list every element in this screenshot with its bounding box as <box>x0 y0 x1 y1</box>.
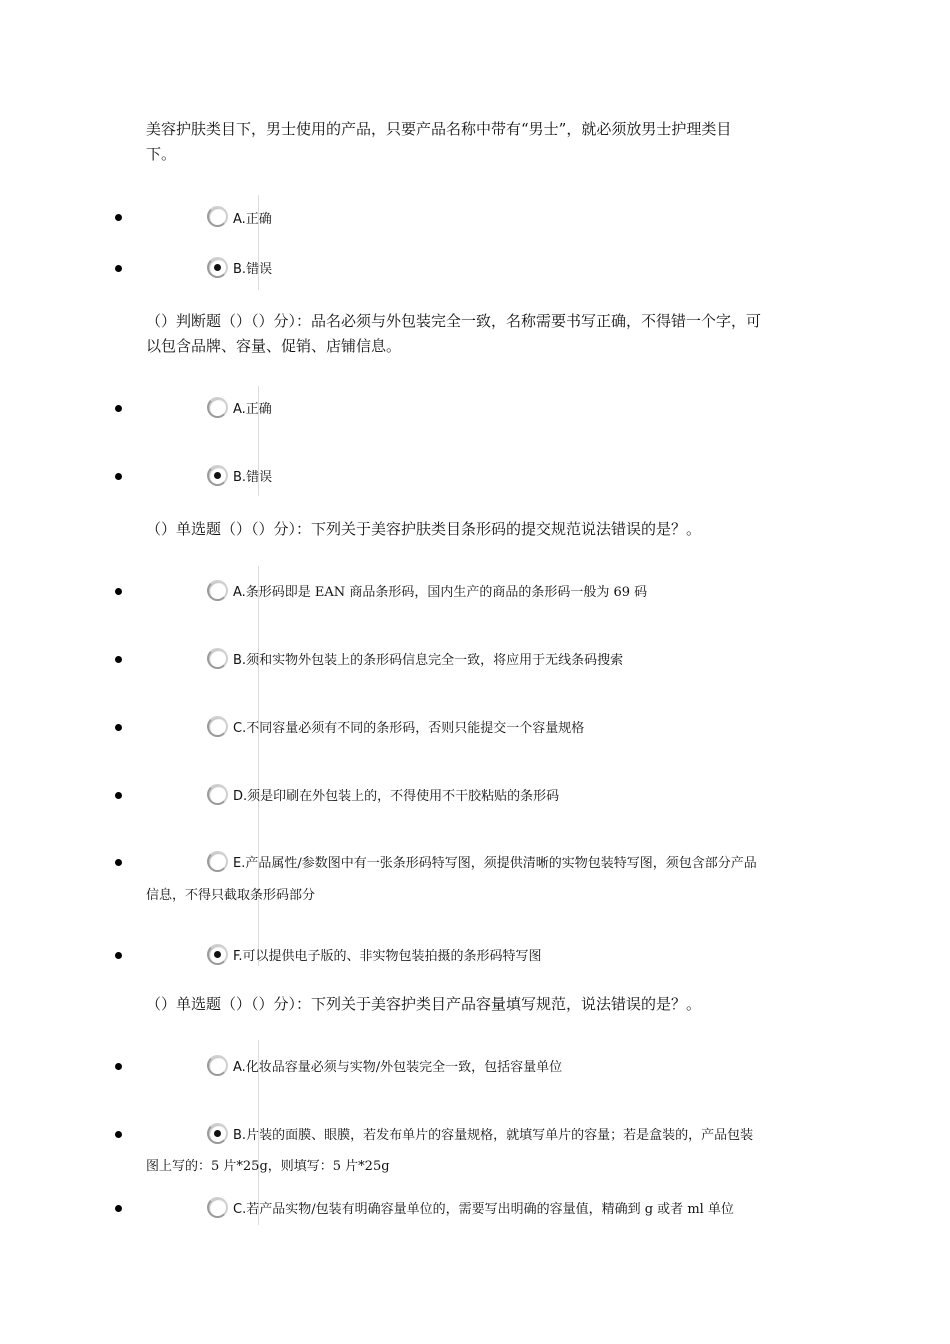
question-4-text <box>146 992 806 1017</box>
list-bullet <box>115 1063 122 1070</box>
list-bullet <box>115 265 122 272</box>
list-bullet <box>115 588 122 595</box>
option-radio[interactable] <box>207 1197 228 1218</box>
question-1-text <box>146 117 806 167</box>
option-divider <box>258 566 259 966</box>
option-radio[interactable] <box>207 648 228 669</box>
list-bullet <box>115 473 122 480</box>
list-bullet <box>115 1205 122 1212</box>
list-bullet <box>115 214 122 221</box>
option-radio-selected[interactable] <box>207 465 228 486</box>
option-label[interactable]: D.须是印刷在外包装上的，不得使用不干胶粘贴的条形码 <box>233 789 560 804</box>
question-text-line: （）单选题（）（）分）：下列关于美容护肤类目条形码的提交规范说法错误的是？。 <box>146 520 702 538</box>
option-label[interactable]: C.不同容量必须有不同的条形码，否则只能提交一个容量规格 <box>233 721 585 736</box>
option-label[interactable]: F.可以提供电子版的、非实物包装拍摄的条形码特写图 <box>233 949 542 964</box>
option-label[interactable]: B.须和实物外包装上的条形码信息完全一致，将应用于无线条码搜索 <box>233 653 624 668</box>
option-label[interactable]: E.产品属性/参数图中有一张条形码特写图，须提供清晰的实物包装特写图，须包含部分产品 <box>233 856 757 871</box>
option-label[interactable]: A.化妆品容量必须与实物/外包装完全一致，包括容量单位 <box>233 1060 563 1075</box>
option-label[interactable]: A.正确 <box>233 212 272 227</box>
list-bullet <box>115 952 122 959</box>
list-bullet <box>115 405 122 412</box>
question-text-line: （）判断题（）（）分）：品名必须与外包装完全一致，名称需要书写正确，不得错一个字，可 <box>146 312 762 330</box>
question-text-line: 以包含品牌、容量、促销、店铺信息。 <box>146 337 402 355</box>
option-radio[interactable] <box>207 580 228 601</box>
option-radio-selected[interactable] <box>207 1123 228 1144</box>
list-bullet <box>115 792 122 799</box>
option-radio[interactable] <box>207 397 228 418</box>
option-label[interactable]: A.正确 <box>233 402 272 417</box>
list-bullet <box>115 1131 122 1138</box>
option-label[interactable]: A.条形码即是 EAN 商品条形码，国内生产的商品的条形码一般为 69 码 <box>233 585 648 600</box>
option-radio-selected[interactable] <box>207 944 228 965</box>
list-bullet <box>115 656 122 663</box>
option-label-continuation: 信息，不得只截取条形码部分 <box>146 888 316 903</box>
option-label[interactable]: B.错误 <box>233 470 273 485</box>
option-radio[interactable] <box>207 784 228 805</box>
question-text-line: 美容护肤类目下，男士使用的产品，只要产品名称中带有“男士”，就必须放男士护理类目 <box>146 120 732 138</box>
question-2-text <box>146 309 806 359</box>
option-radio[interactable] <box>207 851 228 872</box>
option-label[interactable]: B.片装的面膜、眼膜，若发布单片的容量规格，就填写单片的容量；若是盒装的，产品包装 <box>233 1128 754 1143</box>
option-radio[interactable] <box>207 716 228 737</box>
option-label[interactable]: B.错误 <box>233 262 273 277</box>
option-label[interactable]: C.若产品实物/包装有明确容量单位的，需要写出明确的容量值，精确到 g 或者 ml 单位 <box>233 1202 734 1217</box>
question-text-line: 下。 <box>146 145 177 163</box>
option-radio[interactable] <box>207 1055 228 1076</box>
question-3-text <box>146 517 806 542</box>
list-bullet <box>115 859 122 866</box>
option-label-continuation: 图上写的：5 片*25g，则填写：5 片*25g <box>146 1159 390 1174</box>
question-text-line: （）单选题（）（）分）：下列关于美容护类目产品容量填写规范，说法错误的是？。 <box>146 995 702 1013</box>
option-radio[interactable] <box>207 206 228 227</box>
list-bullet <box>115 724 122 731</box>
option-radio-selected[interactable] <box>207 257 228 278</box>
